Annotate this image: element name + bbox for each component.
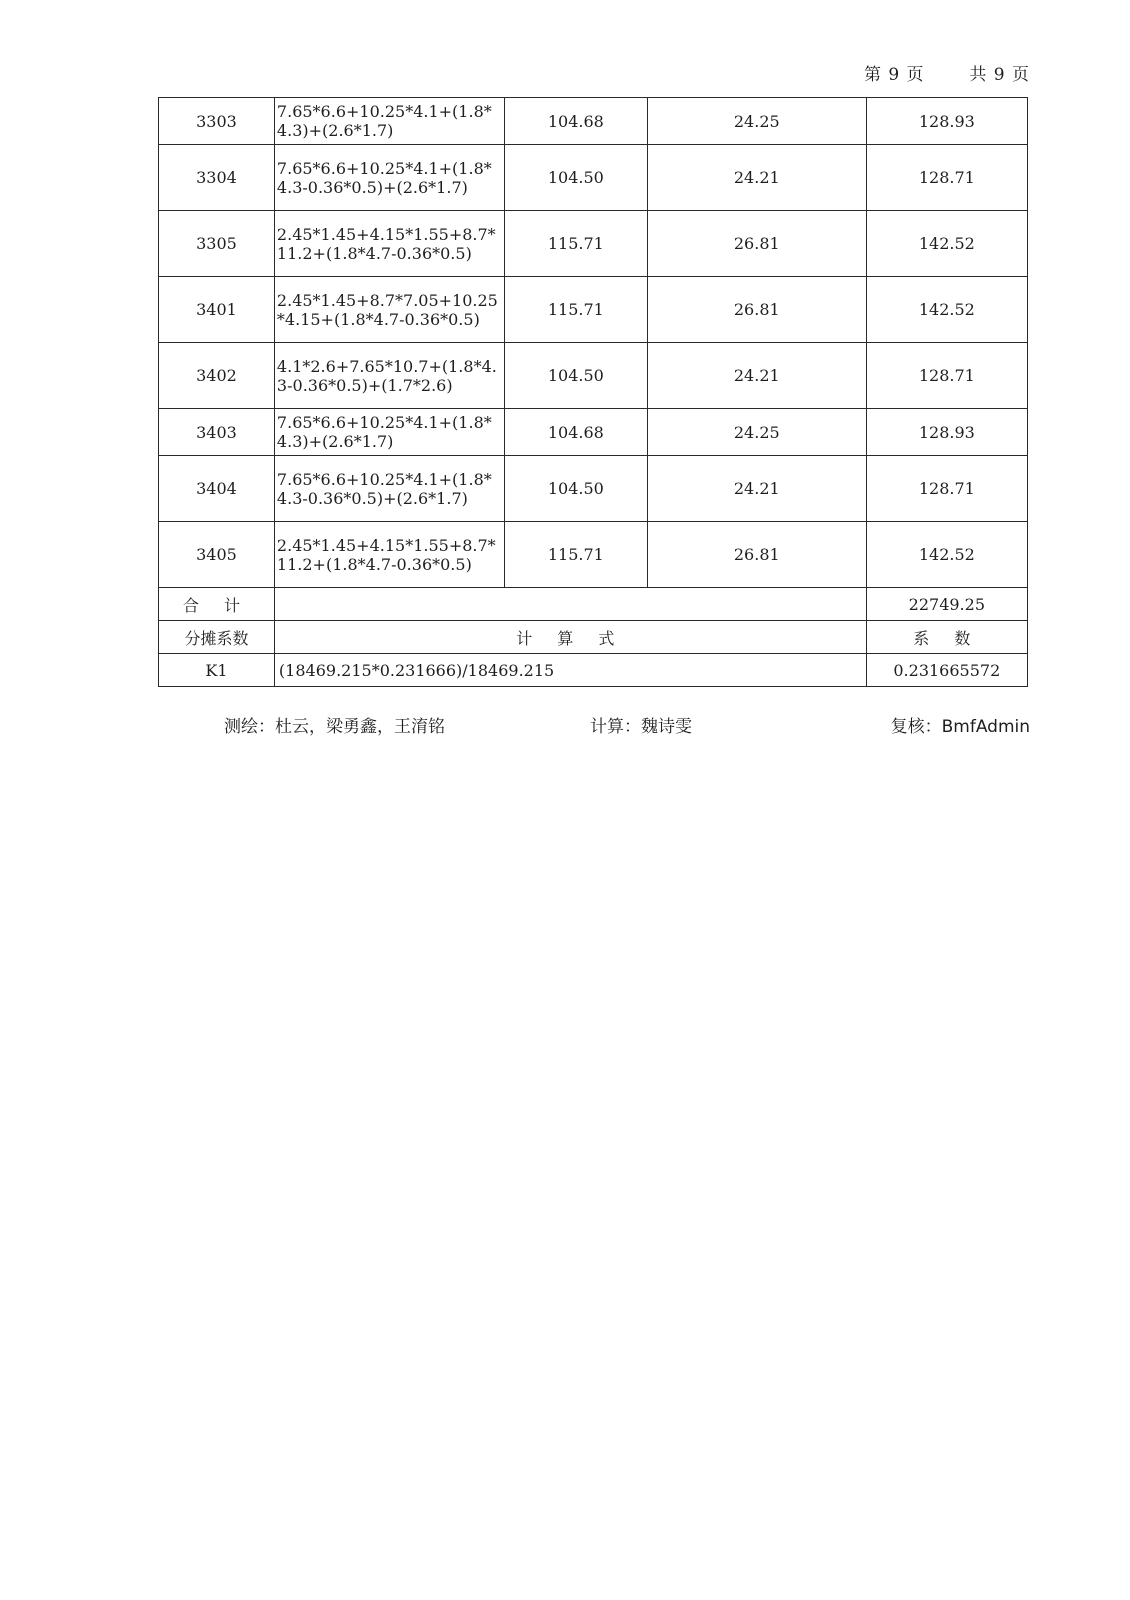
room-number: 3405 xyxy=(159,522,275,588)
table-row xyxy=(159,456,1028,522)
area-value: 104.50 xyxy=(504,456,647,522)
table-row xyxy=(159,145,1028,211)
area-value: 115.71 xyxy=(504,277,647,343)
total-area-value: 142.52 xyxy=(866,522,1027,588)
total-label: 合 计 xyxy=(159,588,275,621)
area-formula: 2.45*1.45+4.15*1.55+8.7*11.2+(1.8*4.7-0.36*0.5) xyxy=(274,522,504,588)
area-value: 104.68 xyxy=(504,98,647,145)
room-number: 3404 xyxy=(159,456,275,522)
total-area-value: 128.71 xyxy=(866,145,1027,211)
coefficient-header: 分摊系数 xyxy=(159,621,275,654)
area-formula: 2.45*1.45+4.15*1.55+8.7*11.2+(1.8*4.7-0.36*0.5) xyxy=(274,211,504,277)
table-row xyxy=(159,211,1028,277)
total-row xyxy=(159,588,1028,621)
total-area-value: 128.93 xyxy=(866,98,1027,145)
area-value: 115.71 xyxy=(504,522,647,588)
area-value: 115.71 xyxy=(504,211,647,277)
coefficient-row xyxy=(159,654,1028,687)
coefficient-name: K1 xyxy=(159,654,275,687)
table-row xyxy=(159,409,1028,456)
room-number: 3305 xyxy=(159,211,275,277)
coefficient-formula: (18469.215*0.231666)/18469.215 xyxy=(274,654,866,687)
area-calculation-table xyxy=(158,97,1028,687)
page-total: 共 9 页 xyxy=(969,65,1030,85)
reviewer: 复核：BmfAdmin xyxy=(890,717,1030,737)
total-empty-cell xyxy=(274,588,866,621)
room-number: 3402 xyxy=(159,343,275,409)
total-area-value: 128.71 xyxy=(866,343,1027,409)
coefficient-value-header: 系 数 xyxy=(866,621,1027,654)
area-formula: 7.65*6.6+10.25*4.1+(1.8*4.3-0.36*0.5)+(2.6*1.7) xyxy=(274,456,504,522)
room-number: 3403 xyxy=(159,409,275,456)
total-area-value: 128.93 xyxy=(866,409,1027,456)
total-area-value: 142.52 xyxy=(866,277,1027,343)
grand-total-value: 22749.25 xyxy=(866,588,1027,621)
shared-area-value: 26.81 xyxy=(647,211,866,277)
table-row xyxy=(159,98,1028,145)
area-formula: 4.1*2.6+7.65*10.7+(1.8*4.3-0.36*0.5)+(1.7*2.6) xyxy=(274,343,504,409)
total-area-value: 128.71 xyxy=(866,456,1027,522)
area-formula: 7.65*6.6+10.25*4.1+(1.8*4.3-0.36*0.5)+(2.6*1.7) xyxy=(274,145,504,211)
coefficient-value: 0.231665572 xyxy=(866,654,1027,687)
table-row xyxy=(159,522,1028,588)
formula-header: 计 算 式 xyxy=(274,621,866,654)
page-number: 第 9 页 xyxy=(863,65,925,85)
table-row xyxy=(159,277,1028,343)
room-number: 3304 xyxy=(159,145,275,211)
surveyors: 测绘：杜云，梁勇鑫，王淯铭 xyxy=(224,717,445,737)
total-area-value: 142.52 xyxy=(866,211,1027,277)
page-header xyxy=(860,60,1030,85)
shared-area-value: 26.81 xyxy=(647,522,866,588)
area-value: 104.50 xyxy=(504,145,647,211)
shared-area-value: 24.21 xyxy=(647,145,866,211)
shared-area-value: 24.25 xyxy=(647,98,866,145)
area-formula: 2.45*1.45+8.7*7.05+10.25*4.15+(1.8*4.7-0.36*0.5) xyxy=(274,277,504,343)
area-value: 104.68 xyxy=(504,409,647,456)
shared-area-value: 26.81 xyxy=(647,277,866,343)
shared-area-value: 24.21 xyxy=(647,456,866,522)
room-number: 3401 xyxy=(159,277,275,343)
shared-area-value: 24.25 xyxy=(647,409,866,456)
coefficient-header-row xyxy=(159,621,1028,654)
area-formula: 7.65*6.6+10.25*4.1+(1.8*4.3)+(2.6*1.7) xyxy=(274,409,504,456)
table-row xyxy=(159,343,1028,409)
area-formula: 7.65*6.6+10.25*4.1+(1.8*4.3)+(2.6*1.7) xyxy=(274,98,504,145)
shared-area-value: 24.21 xyxy=(647,343,866,409)
calculator: 计算：魏诗雯 xyxy=(590,717,692,737)
room-number: 3303 xyxy=(159,98,275,145)
area-value: 104.50 xyxy=(504,343,647,409)
